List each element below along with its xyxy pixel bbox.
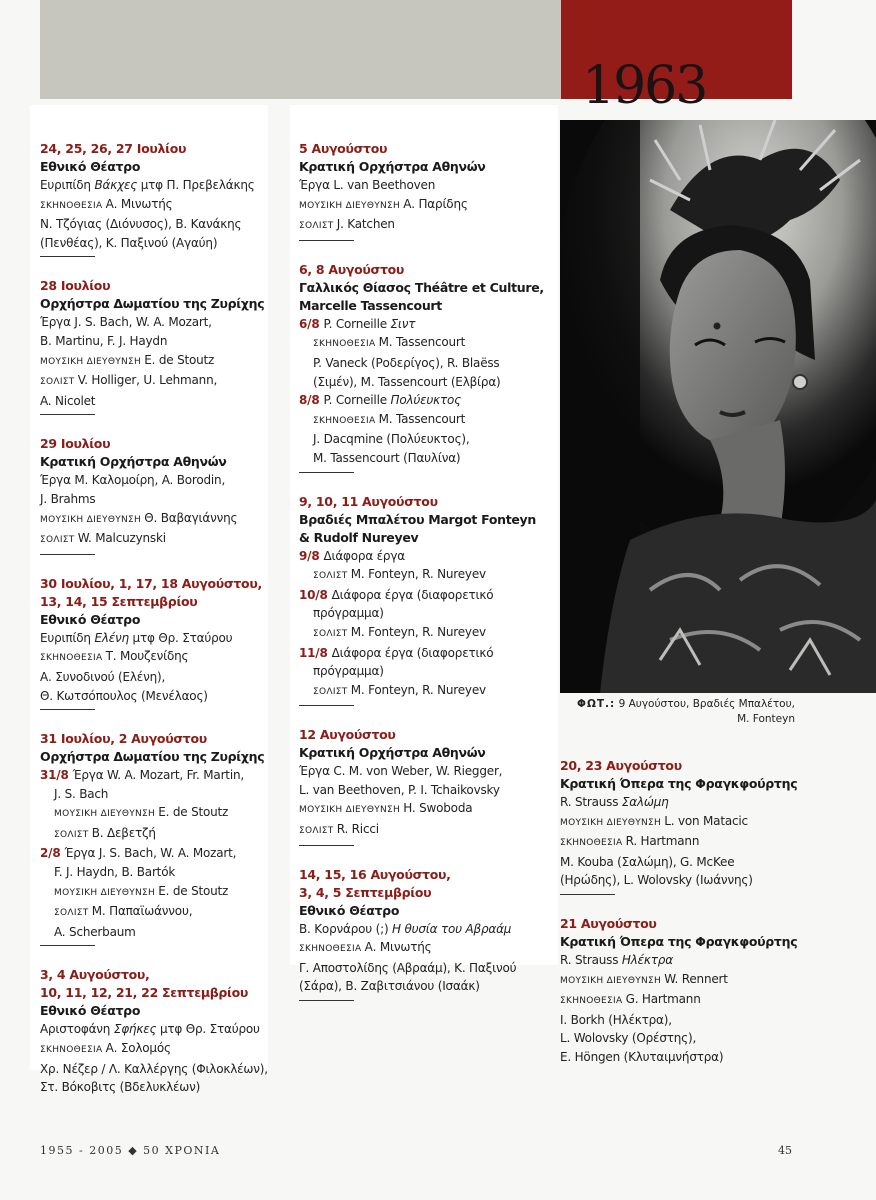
- role-label: ΣΚΗΝΟΘΕΣΙΑ: [40, 653, 106, 664]
- event-venue: Κρατική Όπερα της Φραγκφούρτης: [560, 933, 798, 949]
- event-entry: [560, 757, 870, 895]
- event-line: πρόγραμμα): [313, 664, 384, 679]
- sub-date: 6/8: [299, 316, 324, 331]
- event-line: 9/8 Διάφορα έργα: [299, 548, 405, 563]
- event-line: 2/8 Έργα J. S. Bach, W. A. Mozart,: [40, 846, 237, 861]
- divider-rule: [560, 894, 615, 895]
- divider-rule: [40, 709, 95, 710]
- event-venue: Εθνικό Θέατρο: [40, 1003, 141, 1019]
- event-line: ΣΚΗΝΟΘΕΣΙΑ Τ. Μουζενίδης: [40, 649, 189, 664]
- event-line: R. Strauss Ηλέκτρα: [560, 952, 673, 967]
- role-label: ΣΚΗΝΟΘΕΣΙΑ: [560, 838, 626, 849]
- event-entry: [299, 493, 554, 707]
- role-label: ΣΚΗΝΟΘΕΣΙΑ: [299, 944, 365, 955]
- event-line: M. Tassencourt (Παυλίνα): [313, 450, 461, 465]
- event-entry: [40, 575, 268, 710]
- event-line: ΜΟΥΣΙΚΗ ΔΙΕΥΘΥΝΣΗ L. von Matacic: [560, 813, 748, 828]
- event-line: J. Brahms: [40, 491, 96, 506]
- event-line: Χρ. Νέζερ / Λ. Καλλέργης (Φιλοκλέων),: [40, 1061, 268, 1076]
- event-line: (Σάρα), Β. Ζαβιτσιάνου (Ισαάκ): [299, 979, 480, 994]
- role-label: ΣΟΛΙΣΤ: [299, 221, 337, 232]
- role-label: ΜΟΥΣΙΚΗ ΔΙΕΥΘΥΝΣΗ: [560, 817, 665, 828]
- role-label: ΣΟΛΙΣΤ: [313, 686, 351, 697]
- ballerina-image: [560, 120, 876, 693]
- event-line: 6/8 P. Corneille Σιντ: [299, 316, 416, 331]
- divider-rule: [299, 240, 354, 241]
- caption-text: 9 Αυγούστου, Βραδιές Μπαλέτου, M. Fonteyn: [618, 698, 795, 725]
- event-date: 6, 8 Αυγούστου: [299, 261, 405, 277]
- event-line: Έργα L. van Beethoven: [299, 178, 436, 192]
- event-venue: Εθνικό Θέατρο: [40, 611, 141, 627]
- event-line: ΣΚΗΝΟΘΕΣΙΑ M. Tassencourt: [313, 411, 466, 426]
- work-title: Σφήκες: [113, 1022, 157, 1037]
- role-label: ΣΟΛΙΣΤ: [299, 826, 337, 837]
- sub-date: 2/8: [40, 846, 65, 861]
- event-venue: Κρατική Ορχήστρα Αθηνών: [299, 745, 486, 761]
- event-entry: [299, 261, 554, 473]
- caption-key: ΦΩΤ.:: [577, 698, 616, 710]
- sub-date: 8/8: [299, 393, 324, 408]
- left-column: [40, 140, 268, 1117]
- event-line: ΣΟΛΙΣΤ R. Ricci: [299, 822, 379, 837]
- event-line: ΣΟΛΙΣΤ M. Fonteyn, R. Nureyev: [313, 624, 486, 639]
- event-line: Ευριπίδη Βάκχες μτφ Π. Πρεβελάκης: [40, 178, 255, 192]
- event-line: A. Nicolet: [40, 393, 96, 408]
- event-line: Α. Συνοδινού (Ελένη),: [40, 669, 166, 684]
- role-label: ΣΟΛΙΣΤ: [54, 908, 92, 919]
- event-line: ΣΚΗΝΟΘΕΣΙΑ Α. Μινωτής: [299, 940, 432, 955]
- role-label: ΣΟΛΙΣΤ: [40, 377, 78, 388]
- event-line: Β. Κορνάρου (;) Η θυσία του Αβραάμ: [299, 921, 512, 936]
- sub-date: 9/8: [299, 548, 324, 563]
- event-venue: Ορχήστρα Δωματίου της Ζυρίχης: [40, 749, 265, 765]
- event-date: 21 Αυγούστου: [560, 915, 657, 931]
- event-entry: [299, 140, 554, 241]
- role-label: ΣΟΛΙΣΤ: [54, 829, 92, 840]
- event-line: Στ. Βόκοβιτς (Βδελυκλέων): [40, 1080, 201, 1095]
- event-line: 10/8 Διάφορα έργα (διαφορετικό: [299, 587, 494, 602]
- work-title: Βάκχες: [94, 178, 138, 192]
- divider-rule: [299, 845, 354, 846]
- event-entry: [299, 726, 554, 845]
- role-label: ΣΚΗΝΟΘΕΣΙΑ: [313, 339, 379, 350]
- event-line: ΣΟΛΙΣΤ Μ. Παπαϊωάννου,: [54, 904, 193, 919]
- event-date: 12 Αυγούστου: [299, 727, 396, 743]
- sub-date: 31/8: [40, 768, 73, 783]
- event-line: ΜΟΥΣΙΚΗ ΔΙΕΥΘΥΝΣΗ E. de Stoutz: [40, 352, 215, 367]
- event-date: 5 Αυγούστου: [299, 141, 388, 156]
- work-title: Πολύευκτος: [390, 393, 462, 408]
- event-date: 20, 23 Αυγούστου: [560, 758, 682, 773]
- event-date: 13, 14, 15 Σεπτεμβρίου: [40, 593, 198, 609]
- event-entry: [560, 915, 870, 1067]
- event-date: 3, 4 Αυγούστου,: [40, 967, 150, 983]
- right-column: [560, 757, 870, 1087]
- footer-title: 1955 - 2005 ◆ 50 ΧΡΟΝΙΑ: [40, 1144, 221, 1157]
- event-line: Έργα C. M. von Weber, W. Riegger,: [299, 764, 503, 779]
- role-label: ΜΟΥΣΙΚΗ ΔΙΕΥΘΥΝΣΗ: [40, 514, 145, 525]
- event-line: ΣΟΛΙΣΤ Β. Δεβετζή: [54, 825, 156, 840]
- event-line: I. Borkh (Ηλέκτρα),: [560, 1012, 672, 1027]
- event-line: E. Höngen (Κλυταιμνήστρα): [560, 1049, 724, 1064]
- event-entry: [40, 966, 268, 1096]
- event-line: (Ηρώδης), L. Wolovsky (Ιωάννης): [560, 873, 753, 888]
- event-line: Θ. Κωτσόπουλος (Μενέλαος): [40, 688, 208, 703]
- event-line: πρόγραμμα): [313, 606, 384, 621]
- event-line: P. Vaneck (Ροδερίγος), R. Blaëss: [313, 355, 500, 370]
- event-line: J. Dacqmine (Πολύευκτος),: [313, 432, 470, 447]
- photo-caption: [565, 697, 795, 727]
- event-entry: [40, 140, 268, 257]
- role-label: ΣΚΗΝΟΘΕΣΙΑ: [560, 996, 626, 1007]
- event-line: J. S. Bach: [54, 786, 109, 801]
- event-line: ΜΟΥΣΙΚΗ ΔΙΕΥΘΥΝΣΗ H. Swoboda: [299, 801, 473, 816]
- work-title: Ελένη: [94, 630, 129, 645]
- divider-rule: [40, 945, 95, 946]
- event-line: Ν. Τζόγιας (Διόνυσος), Β. Κανάκης: [40, 217, 242, 232]
- event-line: ΜΟΥΣΙΚΗ ΔΙΕΥΘΥΝΣΗ Α. Παρίδης: [299, 196, 468, 211]
- role-label: ΜΟΥΣΙΚΗ ΔΙΕΥΘΥΝΣΗ: [560, 975, 665, 986]
- event-line: ΜΟΥΣΙΚΗ ΔΙΕΥΘΥΝΣΗ E. de Stoutz: [54, 883, 229, 898]
- role-label: ΣΚΗΝΟΘΕΣΙΑ: [40, 1045, 106, 1056]
- event-line: ΜΟΥΣΙΚΗ ΔΙΕΥΘΥΝΣΗ E. de Stoutz: [54, 805, 229, 820]
- sub-date: 10/8: [299, 587, 332, 602]
- work-title: Ηλέκτρα: [621, 952, 673, 967]
- role-label: ΣΚΗΝΟΘΕΣΙΑ: [313, 415, 379, 426]
- page-year: 1963: [582, 56, 707, 116]
- role-label: ΣΚΗΝΟΘΕΣΙΑ: [40, 200, 106, 211]
- role-label: ΣΟΛΙΣΤ: [313, 571, 351, 582]
- event-date: 3, 4, 5 Σεπτεμβρίου: [299, 884, 432, 900]
- event-line: (Σιμέν), M. Tassencourt (Ελβίρα): [313, 374, 501, 389]
- event-date: 14, 15, 16 Αυγούστου,: [299, 866, 451, 882]
- event-line: Γ. Αποστολίδης (Αβραάμ), Κ. Παξινού: [299, 960, 517, 975]
- role-label: ΣΟΛΙΣΤ: [40, 535, 78, 546]
- event-entry: [40, 277, 268, 415]
- event-date: 29 Ιουλίου: [40, 436, 111, 452]
- work-title: Σαλώμη: [621, 795, 669, 809]
- event-entry: [40, 730, 268, 946]
- event-line: ΣΟΛΙΣΤ W. Malcuzynski: [40, 531, 166, 546]
- event-line: Αριστοφάνη Σφήκες μτφ Θρ. Σταύρου: [40, 1022, 260, 1037]
- event-line: (Πενθέας), Κ. Παξινού (Αγαύη): [40, 235, 218, 250]
- event-date: 31 Ιουλίου, 2 Αυγούστου: [40, 731, 207, 747]
- event-line: 11/8 Διάφορα έργα (διαφορετικό: [299, 645, 494, 660]
- event-venue: Κρατική Όπερα της Φραγκφούρτης: [560, 776, 798, 791]
- fonteyn-photo: [560, 120, 876, 693]
- event-line: Έργα Μ. Καλομοίρη, A. Borodin,: [40, 473, 226, 488]
- event-line: 8/8 P. Corneille Πολύευκτος: [299, 393, 462, 408]
- event-date: 10, 11, 12, 21, 22 Σεπτεμβρίου: [40, 985, 249, 1001]
- event-date: 30 Ιουλίου, 1, 17, 18 Αυγούστου,: [40, 575, 262, 591]
- event-venue: & Rudolf Nureyev: [299, 529, 419, 545]
- event-line: ΣΚΗΝΟΘΕΣΙΑ Α. Μινωτής: [40, 196, 173, 211]
- role-label: ΜΟΥΣΙΚΗ ΔΙΕΥΘΥΝΣΗ: [54, 809, 159, 820]
- event-line: ΣΚΗΝΟΘΕΣΙΑ M. Tassencourt: [313, 335, 466, 350]
- event-line: ΣΚΗΝΟΘΕΣΙΑ G. Hartmann: [560, 992, 701, 1007]
- event-venue: Βραδιές Μπαλέτου Margot Fonteyn: [299, 511, 537, 527]
- role-label: ΜΟΥΣΙΚΗ ΔΙΕΥΘΥΝΣΗ: [54, 887, 159, 898]
- event-line: ΣΟΛΙΣΤ J. Katchen: [299, 217, 395, 232]
- event-line: L. van Beethoven, P. I. Tchaikovsky: [299, 782, 500, 797]
- event-venue: Κρατική Ορχήστρα Αθηνών: [40, 454, 227, 470]
- event-line: ΣΟΛΙΣΤ M. Fonteyn, R. Nureyev: [313, 682, 486, 697]
- event-venue: Εθνικό Θέατρο: [40, 159, 141, 174]
- divider-rule: [40, 256, 95, 257]
- divider-rule: [299, 705, 354, 706]
- event-line: L. Wolovsky (Ορέστης),: [560, 1031, 697, 1046]
- event-date: 24, 25, 26, 27 Ιουλίου: [40, 141, 187, 156]
- event-date: 9, 10, 11 Αυγούστου: [299, 493, 438, 509]
- event-line: B. Martinu, F. J. Haydn: [40, 333, 168, 348]
- event-line: Έργα J. S. Bach, W. A. Mozart,: [40, 315, 212, 330]
- role-label: ΣΟΛΙΣΤ: [313, 628, 351, 639]
- event-entry: [299, 866, 554, 1001]
- header-band: [40, 0, 562, 99]
- work-title: Η θυσία του Αβραάμ: [392, 921, 512, 936]
- event-line: ΣΟΛΙΣΤ V. Holliger, U. Lehmann,: [40, 373, 218, 388]
- event-line: ΣΚΗΝΟΘΕΣΙΑ R. Hartmann: [560, 834, 700, 849]
- middle-column: [299, 140, 554, 1021]
- role-label: ΜΟΥΣΙΚΗ ΔΙΕΥΘΥΝΣΗ: [299, 200, 404, 211]
- divider-rule: [299, 472, 354, 473]
- page-number: 45: [778, 1144, 792, 1157]
- event-venue: Κρατική Ορχήστρα Αθηνών: [299, 159, 486, 174]
- event-date: 28 Ιουλίου: [40, 278, 111, 294]
- event-venue: Ορχήστρα Δωματίου της Ζυρίχης: [40, 296, 265, 312]
- role-label: ΜΟΥΣΙΚΗ ΔΙΕΥΘΥΝΣΗ: [40, 356, 145, 367]
- divider-rule: [40, 414, 95, 415]
- event-line: Ευριπίδη Ελένη μτφ Θρ. Σταύρου: [40, 630, 233, 645]
- event-entry: [40, 435, 268, 554]
- event-venue: Εθνικό Θέατρο: [299, 902, 400, 918]
- sub-date: 11/8: [299, 645, 332, 660]
- divider-rule: [40, 554, 95, 555]
- event-line: F. J. Haydn, B. Bartók: [54, 865, 176, 880]
- event-line: ΣΟΛΙΣΤ M. Fonteyn, R. Nureyev: [313, 567, 486, 582]
- role-label: ΜΟΥΣΙΚΗ ΔΙΕΥΘΥΝΣΗ: [299, 805, 404, 816]
- event-line: R. Strauss Σαλώμη: [560, 795, 669, 809]
- work-title: Σιντ: [390, 316, 416, 331]
- event-line: M. Kouba (Σαλώμη), G. McKee: [560, 854, 735, 869]
- event-line: 31/8 Έργα W. A. Mozart, Fr. Martin,: [40, 768, 244, 783]
- event-line: A. Scherbaum: [54, 924, 136, 939]
- event-line: ΣΚΗΝΟΘΕΣΙΑ Α. Σολομός: [40, 1041, 171, 1056]
- event-venue: Γαλλικός Θίασος Théâtre et Culture,: [299, 279, 544, 295]
- event-line: ΜΟΥΣΙΚΗ ΔΙΕΥΘΥΝΣΗ Θ. Βαβαγιάννης: [40, 510, 238, 525]
- event-line: ΜΟΥΣΙΚΗ ΔΙΕΥΘΥΝΣΗ W. Rennert: [560, 971, 728, 986]
- event-venue: Marcelle Tassencourt: [299, 297, 442, 313]
- divider-rule: [299, 1000, 354, 1001]
